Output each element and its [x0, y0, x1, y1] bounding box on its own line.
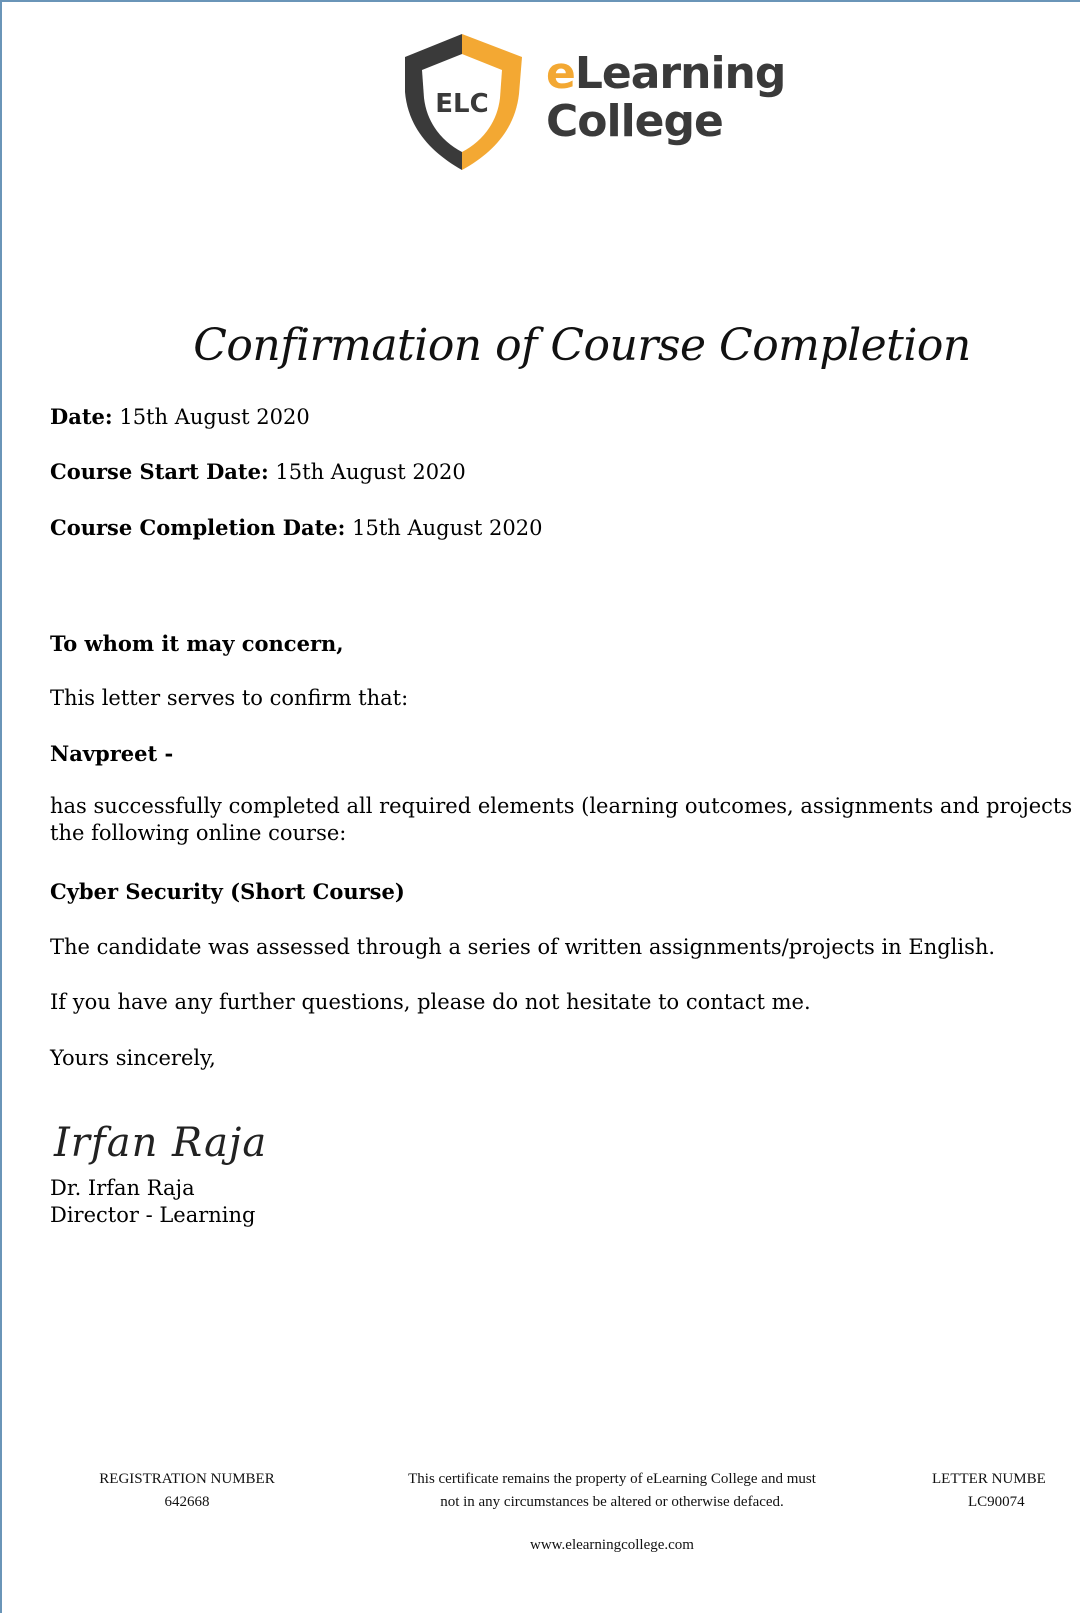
letter-number-label: LETTER NUMBE: [932, 1471, 1046, 1487]
brand-line1: Learning: [574, 48, 786, 99]
signatory-role: Director - Learning: [50, 1203, 256, 1227]
completion-date-row: [50, 515, 542, 540]
course-name: Cyber Security (Short Course): [50, 879, 405, 904]
letter-number-block: [932, 1468, 1080, 1514]
shield-icon: [400, 32, 530, 177]
ownership-notice: [372, 1468, 852, 1514]
notice-line1: This certificate remains the property of eLearning College and must: [408, 1471, 816, 1487]
date-value: 15th August 2020: [119, 405, 310, 429]
brand-line2: College: [546, 96, 723, 147]
date-row: [50, 404, 310, 429]
registration-label: REGISTRATION NUMBER: [99, 1471, 275, 1487]
document-title: Confirmation of Course Completion: [193, 320, 971, 371]
handwritten-signature: Irfan Raja: [54, 1120, 268, 1166]
start-date-label: Course Start Date:: [50, 459, 269, 484]
date-label: Date:: [50, 404, 113, 429]
website-link: www.elearningcollege.com: [530, 1537, 694, 1553]
candidate-name: Navpreet -: [50, 741, 174, 766]
closing-text: Yours sincerely,: [50, 1046, 216, 1070]
questions-text: If you have any further questions, please do not hesitate to contact me.: [50, 990, 811, 1014]
completion-date-value: 15th August 2020: [352, 516, 543, 540]
intro-text: This letter serves to confirm that:: [50, 686, 409, 710]
assessment-text: The candidate was assessed through a series of written assignments/projects in English.: [50, 935, 996, 959]
completion-date-label: Course Completion Date:: [50, 515, 346, 540]
notice-line2: not in any circumstances be altered or otherwise defaced.: [440, 1494, 784, 1510]
registration-number: 642668: [164, 1494, 210, 1510]
start-date-row: [50, 459, 466, 484]
start-date-value: 15th August 2020: [275, 460, 466, 484]
signatory-name: Dr. Irfan Raja: [50, 1176, 195, 1200]
letter-number: LC90074: [968, 1494, 1025, 1510]
registration-block: [82, 1468, 292, 1514]
brand-name: [546, 50, 785, 146]
badge-text: ELC: [435, 89, 489, 119]
completion-text-line1: has successfully completed all required elements (learning outcomes, assignments and projects: [50, 794, 1073, 818]
college-logo: [400, 32, 786, 182]
salutation: To whom it may concern,: [50, 631, 344, 656]
completion-text-line2: the following online course:: [50, 821, 347, 845]
brand-accent-letter: e: [546, 48, 575, 99]
